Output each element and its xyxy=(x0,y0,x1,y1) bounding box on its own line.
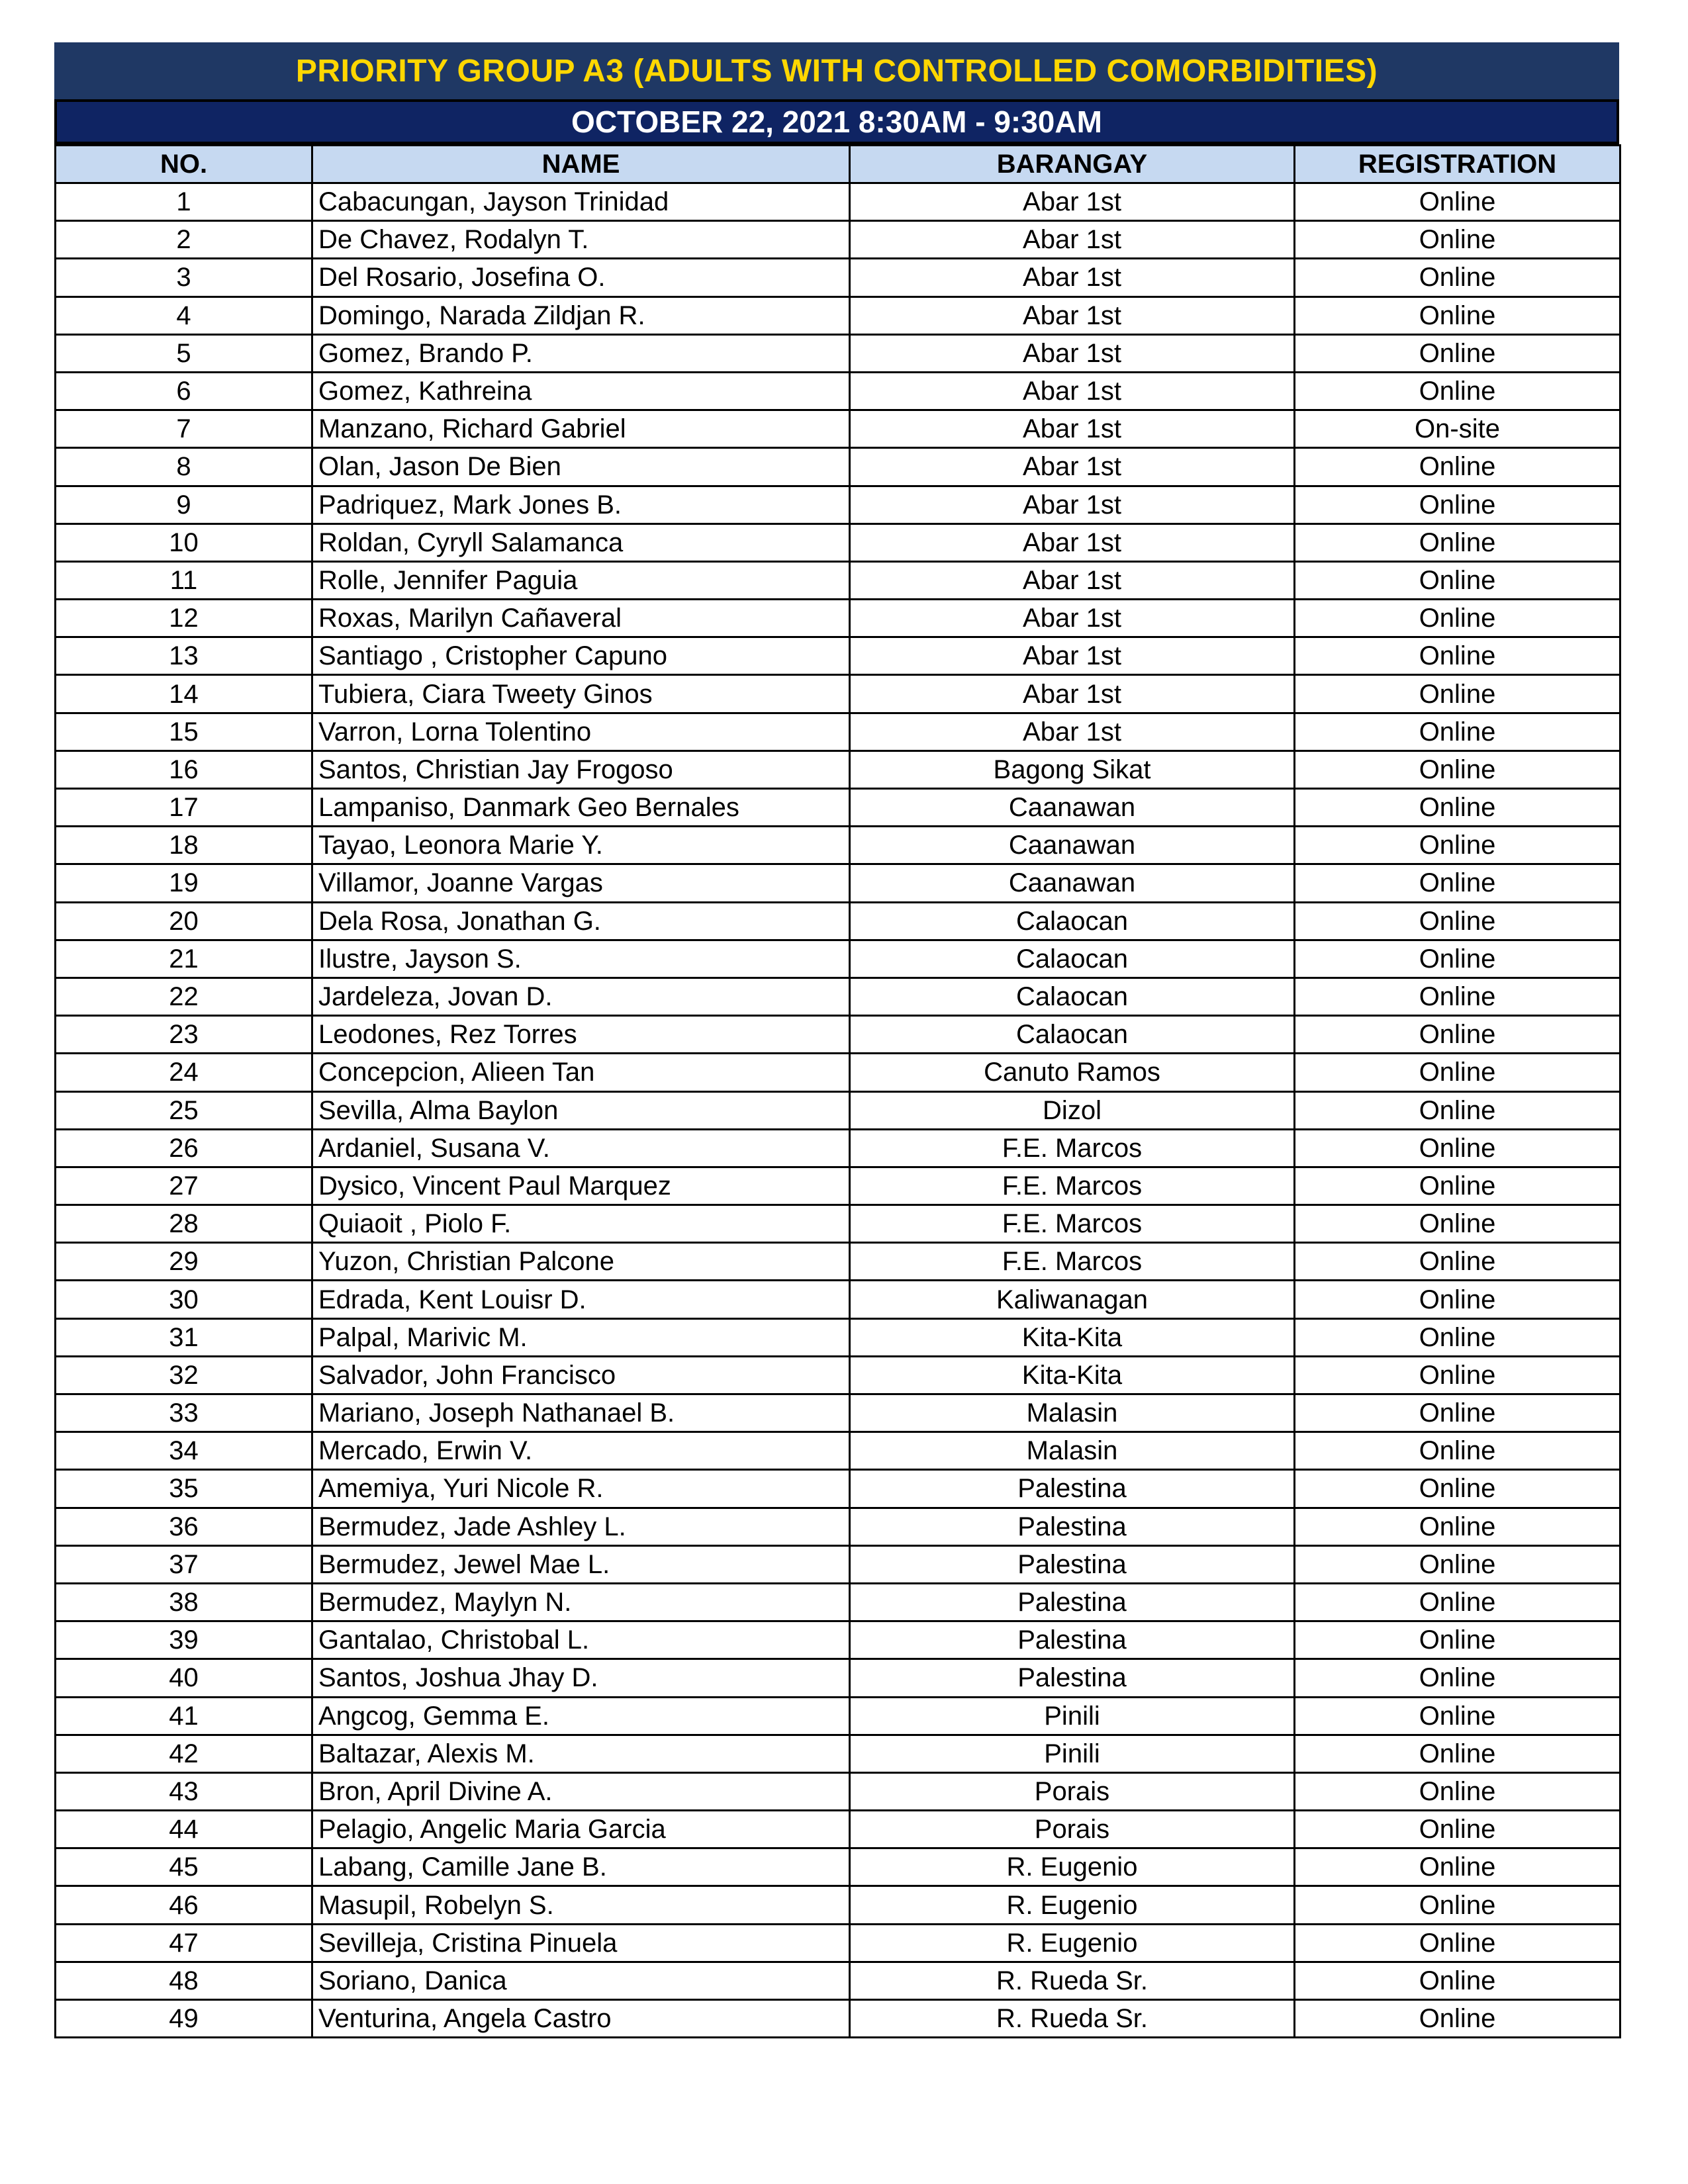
cell-barangay: Porais xyxy=(850,1811,1295,1848)
cell-name: Rolle, Jennifer Paguia xyxy=(312,561,850,599)
cell-registration: Online xyxy=(1295,1432,1620,1470)
cell-name: Roxas, Marilyn Cañaveral xyxy=(312,600,850,637)
cell-no: 16 xyxy=(56,751,312,788)
cell-no: 14 xyxy=(56,675,312,713)
cell-no: 28 xyxy=(56,1205,312,1243)
table-row xyxy=(56,183,1620,221)
cell-barangay: Abar 1st xyxy=(850,600,1295,637)
cell-no: 48 xyxy=(56,1962,312,1999)
schedule-banner: OCTOBER 22, 2021 8:30AM - 9:30AM xyxy=(54,99,1619,144)
cell-name: Gomez, Kathreina xyxy=(312,372,850,410)
cell-registration: Online xyxy=(1295,1318,1620,1356)
cell-registration: Online xyxy=(1295,1205,1620,1243)
cell-name: Leodones, Rez Torres xyxy=(312,1016,850,1054)
cell-no: 9 xyxy=(56,486,312,523)
cell-no: 27 xyxy=(56,1167,312,1205)
cell-barangay: Abar 1st xyxy=(850,221,1295,259)
cell-no: 21 xyxy=(56,940,312,978)
table-row xyxy=(56,902,1620,940)
cell-name: Olan, Jason De Bien xyxy=(312,448,850,486)
cell-barangay: Palestina xyxy=(850,1621,1295,1659)
cell-name: Tubiera, Ciara Tweety Ginos xyxy=(312,675,850,713)
cell-registration: Online xyxy=(1295,1697,1620,1735)
cell-registration: Online xyxy=(1295,221,1620,259)
table-row xyxy=(56,1962,1620,1999)
table-row xyxy=(56,751,1620,788)
cell-name: Cabacungan, Jayson Trinidad xyxy=(312,183,850,221)
cell-name: Villamor, Joanne Vargas xyxy=(312,864,850,902)
cell-no: 1 xyxy=(56,183,312,221)
table-row xyxy=(56,1281,1620,1318)
cell-name: Mercado, Erwin V. xyxy=(312,1432,850,1470)
cell-barangay: Abar 1st xyxy=(850,448,1295,486)
cell-barangay: Canuto Ramos xyxy=(850,1054,1295,1091)
cell-name: Domingo, Narada Zildjan R. xyxy=(312,296,850,334)
cell-name: Palpal, Marivic M. xyxy=(312,1318,850,1356)
table-row xyxy=(56,296,1620,334)
table-row xyxy=(56,940,1620,978)
cell-name: Lampaniso, Danmark Geo Bernales xyxy=(312,789,850,827)
cell-registration: Online xyxy=(1295,523,1620,561)
table-row xyxy=(56,1848,1620,1886)
table-row xyxy=(56,713,1620,751)
cell-no: 25 xyxy=(56,1091,312,1129)
cell-no: 39 xyxy=(56,1621,312,1659)
cell-registration: Online xyxy=(1295,448,1620,486)
table-row xyxy=(56,1697,1620,1735)
cell-name: Padriquez, Mark Jones B. xyxy=(312,486,850,523)
table-row xyxy=(56,1394,1620,1432)
cell-no: 2 xyxy=(56,221,312,259)
table-row xyxy=(56,637,1620,675)
table-row xyxy=(56,1054,1620,1091)
cell-no: 32 xyxy=(56,1356,312,1394)
cell-barangay: R. Eugenio xyxy=(850,1848,1295,1886)
table-row xyxy=(56,372,1620,410)
column-header-registration: REGISTRATION xyxy=(1295,146,1620,183)
table-row xyxy=(56,789,1620,827)
table-row xyxy=(56,1205,1620,1243)
cell-registration: Online xyxy=(1295,1281,1620,1318)
cell-barangay: R. Eugenio xyxy=(850,1924,1295,1962)
cell-registration: Online xyxy=(1295,713,1620,751)
table-row xyxy=(56,1356,1620,1394)
cell-name: Varron, Lorna Tolentino xyxy=(312,713,850,751)
cell-no: 23 xyxy=(56,1016,312,1054)
cell-registration: Online xyxy=(1295,1167,1620,1205)
table-row xyxy=(56,448,1620,486)
cell-no: 46 xyxy=(56,1886,312,1924)
table-row xyxy=(56,675,1620,713)
cell-registration: Online xyxy=(1295,1054,1620,1091)
cell-barangay: Abar 1st xyxy=(850,296,1295,334)
table-row xyxy=(56,827,1620,864)
cell-registration: Online xyxy=(1295,1545,1620,1583)
table-row xyxy=(56,1129,1620,1167)
cell-barangay: Abar 1st xyxy=(850,410,1295,448)
cell-barangay: Pinili xyxy=(850,1735,1295,1772)
roster-table xyxy=(54,144,1621,2038)
table-row xyxy=(56,1621,1620,1659)
cell-registration: Online xyxy=(1295,940,1620,978)
table-row xyxy=(56,1735,1620,1772)
cell-no: 44 xyxy=(56,1811,312,1848)
cell-barangay: Dizol xyxy=(850,1091,1295,1129)
cell-barangay: Calaocan xyxy=(850,940,1295,978)
cell-barangay: Malasin xyxy=(850,1432,1295,1470)
cell-no: 42 xyxy=(56,1735,312,1772)
column-header-no: NO. xyxy=(56,146,312,183)
cell-barangay: Abar 1st xyxy=(850,675,1295,713)
cell-barangay: Calaocan xyxy=(850,978,1295,1015)
cell-barangay: Caanawan xyxy=(850,864,1295,902)
cell-barangay: Malasin xyxy=(850,1394,1295,1432)
cell-name: Tayao, Leonora Marie Y. xyxy=(312,827,850,864)
cell-registration: On-site xyxy=(1295,410,1620,448)
cell-registration: Online xyxy=(1295,561,1620,599)
table-row xyxy=(56,1167,1620,1205)
column-header-name: NAME xyxy=(312,146,850,183)
cell-registration: Online xyxy=(1295,675,1620,713)
cell-no: 7 xyxy=(56,410,312,448)
table-row xyxy=(56,2000,1620,2038)
cell-name: Gomez, Brando P. xyxy=(312,334,850,372)
cell-name: Soriano, Danica xyxy=(312,1962,850,1999)
cell-no: 33 xyxy=(56,1394,312,1432)
cell-name: Manzano, Richard Gabriel xyxy=(312,410,850,448)
cell-registration: Online xyxy=(1295,1621,1620,1659)
cell-name: Labang, Camille Jane B. xyxy=(312,1848,850,1886)
cell-registration: Online xyxy=(1295,296,1620,334)
cell-barangay: Abar 1st xyxy=(850,486,1295,523)
table-row xyxy=(56,1243,1620,1281)
cell-no: 3 xyxy=(56,259,312,296)
cell-registration: Online xyxy=(1295,1924,1620,1962)
cell-no: 29 xyxy=(56,1243,312,1281)
cell-barangay: Abar 1st xyxy=(850,183,1295,221)
cell-registration: Online xyxy=(1295,1356,1620,1394)
cell-registration: Online xyxy=(1295,789,1620,827)
table-body xyxy=(56,183,1620,2038)
cell-registration: Online xyxy=(1295,1962,1620,1999)
table-row xyxy=(56,1091,1620,1129)
cell-name: Bermudez, Maylyn N. xyxy=(312,1583,850,1621)
cell-barangay: F.E. Marcos xyxy=(850,1129,1295,1167)
cell-name: Pelagio, Angelic Maria Garcia xyxy=(312,1811,850,1848)
cell-barangay: Palestina xyxy=(850,1545,1295,1583)
cell-no: 38 xyxy=(56,1583,312,1621)
cell-registration: Online xyxy=(1295,2000,1620,2038)
cell-barangay: F.E. Marcos xyxy=(850,1243,1295,1281)
cell-name: Quiaoit , Piolo F. xyxy=(312,1205,850,1243)
cell-name: Concepcion, Alieen Tan xyxy=(312,1054,850,1091)
table-row xyxy=(56,1432,1620,1470)
cell-no: 30 xyxy=(56,1281,312,1318)
table-row xyxy=(56,1318,1620,1356)
cell-no: 18 xyxy=(56,827,312,864)
cell-no: 12 xyxy=(56,600,312,637)
table-row xyxy=(56,1924,1620,1962)
table-row xyxy=(56,221,1620,259)
cell-barangay: Abar 1st xyxy=(850,334,1295,372)
cell-registration: Online xyxy=(1295,600,1620,637)
cell-no: 11 xyxy=(56,561,312,599)
cell-barangay: R. Rueda Sr. xyxy=(850,2000,1295,2038)
cell-name: Bron, April Divine A. xyxy=(312,1772,850,1810)
cell-name: Bermudez, Jade Ashley L. xyxy=(312,1508,850,1545)
cell-barangay: Caanawan xyxy=(850,789,1295,827)
cell-no: 8 xyxy=(56,448,312,486)
table-row xyxy=(56,1811,1620,1848)
cell-no: 20 xyxy=(56,902,312,940)
cell-name: Gantalao, Christobal L. xyxy=(312,1621,850,1659)
cell-no: 19 xyxy=(56,864,312,902)
table-row xyxy=(56,486,1620,523)
cell-no: 35 xyxy=(56,1470,312,1508)
cell-barangay: R. Eugenio xyxy=(850,1886,1295,1924)
cell-barangay: R. Rueda Sr. xyxy=(850,1962,1295,1999)
cell-no: 17 xyxy=(56,789,312,827)
cell-name: Salvador, John Francisco xyxy=(312,1356,850,1394)
table-row xyxy=(56,1659,1620,1697)
cell-no: 47 xyxy=(56,1924,312,1962)
cell-no: 34 xyxy=(56,1432,312,1470)
table-row xyxy=(56,410,1620,448)
cell-registration: Online xyxy=(1295,1508,1620,1545)
cell-barangay: F.E. Marcos xyxy=(850,1167,1295,1205)
cell-name: Del Rosario, Josefina O. xyxy=(312,259,850,296)
cell-barangay: Abar 1st xyxy=(850,637,1295,675)
cell-barangay: Abar 1st xyxy=(850,372,1295,410)
cell-name: Amemiya, Yuri Nicole R. xyxy=(312,1470,850,1508)
cell-barangay: Caanawan xyxy=(850,827,1295,864)
table-row xyxy=(56,523,1620,561)
cell-name: Dysico, Vincent Paul Marquez xyxy=(312,1167,850,1205)
cell-registration: Online xyxy=(1295,1811,1620,1848)
table-header-row xyxy=(56,146,1620,183)
cell-name: Santos, Christian Jay Frogoso xyxy=(312,751,850,788)
cell-barangay: Kita-Kita xyxy=(850,1318,1295,1356)
cell-registration: Online xyxy=(1295,1583,1620,1621)
table-row xyxy=(56,1545,1620,1583)
cell-name: Masupil, Robelyn S. xyxy=(312,1886,850,1924)
cell-barangay: Palestina xyxy=(850,1659,1295,1697)
cell-registration: Online xyxy=(1295,827,1620,864)
cell-barangay: Palestina xyxy=(850,1470,1295,1508)
cell-registration: Online xyxy=(1295,1016,1620,1054)
cell-barangay: Porais xyxy=(850,1772,1295,1810)
cell-registration: Online xyxy=(1295,1886,1620,1924)
cell-registration: Online xyxy=(1295,751,1620,788)
cell-barangay: Bagong Sikat xyxy=(850,751,1295,788)
cell-barangay: Abar 1st xyxy=(850,713,1295,751)
cell-no: 41 xyxy=(56,1697,312,1735)
table-row xyxy=(56,259,1620,296)
cell-no: 13 xyxy=(56,637,312,675)
cell-name: Jardeleza, Jovan D. xyxy=(312,978,850,1015)
table-row xyxy=(56,1470,1620,1508)
cell-barangay: Palestina xyxy=(850,1583,1295,1621)
table-row xyxy=(56,978,1620,1015)
cell-name: Mariano, Joseph Nathanael B. xyxy=(312,1394,850,1432)
cell-no: 40 xyxy=(56,1659,312,1697)
cell-name: Dela Rosa, Jonathan G. xyxy=(312,902,850,940)
cell-barangay: Kaliwanagan xyxy=(850,1281,1295,1318)
column-header-barangay: BARANGAY xyxy=(850,146,1295,183)
cell-barangay: Kita-Kita xyxy=(850,1356,1295,1394)
table-row xyxy=(56,561,1620,599)
cell-barangay: Pinili xyxy=(850,1697,1295,1735)
cell-name: Sevilla, Alma Baylon xyxy=(312,1091,850,1129)
cell-registration: Online xyxy=(1295,183,1620,221)
cell-registration: Online xyxy=(1295,1394,1620,1432)
cell-name: Venturina, Angela Castro xyxy=(312,2000,850,2038)
cell-name: De Chavez, Rodalyn T. xyxy=(312,221,850,259)
cell-no: 4 xyxy=(56,296,312,334)
cell-barangay: Calaocan xyxy=(850,902,1295,940)
cell-barangay: F.E. Marcos xyxy=(850,1205,1295,1243)
cell-name: Angcog, Gemma E. xyxy=(312,1697,850,1735)
cell-registration: Online xyxy=(1295,902,1620,940)
cell-no: 15 xyxy=(56,713,312,751)
roster-sheet xyxy=(54,42,1619,2038)
cell-no: 26 xyxy=(56,1129,312,1167)
cell-name: Santiago , Cristopher Capuno xyxy=(312,637,850,675)
cell-no: 49 xyxy=(56,2000,312,2038)
cell-registration: Online xyxy=(1295,1659,1620,1697)
cell-registration: Online xyxy=(1295,486,1620,523)
cell-name: Roldan, Cyryll Salamanca xyxy=(312,523,850,561)
cell-registration: Online xyxy=(1295,1470,1620,1508)
cell-no: 5 xyxy=(56,334,312,372)
cell-no: 43 xyxy=(56,1772,312,1810)
cell-name: Edrada, Kent Louisr D. xyxy=(312,1281,850,1318)
cell-registration: Online xyxy=(1295,1091,1620,1129)
table-row xyxy=(56,1016,1620,1054)
cell-registration: Online xyxy=(1295,1772,1620,1810)
cell-registration: Online xyxy=(1295,637,1620,675)
cell-registration: Online xyxy=(1295,1735,1620,1772)
cell-barangay: Abar 1st xyxy=(850,259,1295,296)
cell-name: Bermudez, Jewel Mae L. xyxy=(312,1545,850,1583)
cell-registration: Online xyxy=(1295,1129,1620,1167)
cell-registration: Online xyxy=(1295,864,1620,902)
cell-registration: Online xyxy=(1295,372,1620,410)
cell-name: Yuzon, Christian Palcone xyxy=(312,1243,850,1281)
table-row xyxy=(56,1583,1620,1621)
cell-barangay: Calaocan xyxy=(850,1016,1295,1054)
cell-no: 22 xyxy=(56,978,312,1015)
cell-no: 10 xyxy=(56,523,312,561)
table-row xyxy=(56,600,1620,637)
cell-registration: Online xyxy=(1295,334,1620,372)
cell-no: 31 xyxy=(56,1318,312,1356)
cell-no: 24 xyxy=(56,1054,312,1091)
page-title: PRIORITY GROUP A3 (ADULTS WITH CONTROLLED COMORBIDITIES) xyxy=(54,42,1619,99)
table-row xyxy=(56,864,1620,902)
cell-registration: Online xyxy=(1295,259,1620,296)
table-row xyxy=(56,1772,1620,1810)
cell-barangay: Abar 1st xyxy=(850,561,1295,599)
cell-name: Santos, Joshua Jhay D. xyxy=(312,1659,850,1697)
cell-name: Ardaniel, Susana V. xyxy=(312,1129,850,1167)
cell-registration: Online xyxy=(1295,1243,1620,1281)
cell-name: Baltazar, Alexis M. xyxy=(312,1735,850,1772)
cell-registration: Online xyxy=(1295,978,1620,1015)
table-row xyxy=(56,1508,1620,1545)
table-row xyxy=(56,1886,1620,1924)
cell-registration: Online xyxy=(1295,1848,1620,1886)
cell-name: Sevilleja, Cristina Pinuela xyxy=(312,1924,850,1962)
cell-no: 37 xyxy=(56,1545,312,1583)
cell-no: 45 xyxy=(56,1848,312,1886)
cell-no: 6 xyxy=(56,372,312,410)
cell-barangay: Palestina xyxy=(850,1508,1295,1545)
cell-name: Ilustre, Jayson S. xyxy=(312,940,850,978)
cell-no: 36 xyxy=(56,1508,312,1545)
table-row xyxy=(56,334,1620,372)
cell-barangay: Abar 1st xyxy=(850,523,1295,561)
